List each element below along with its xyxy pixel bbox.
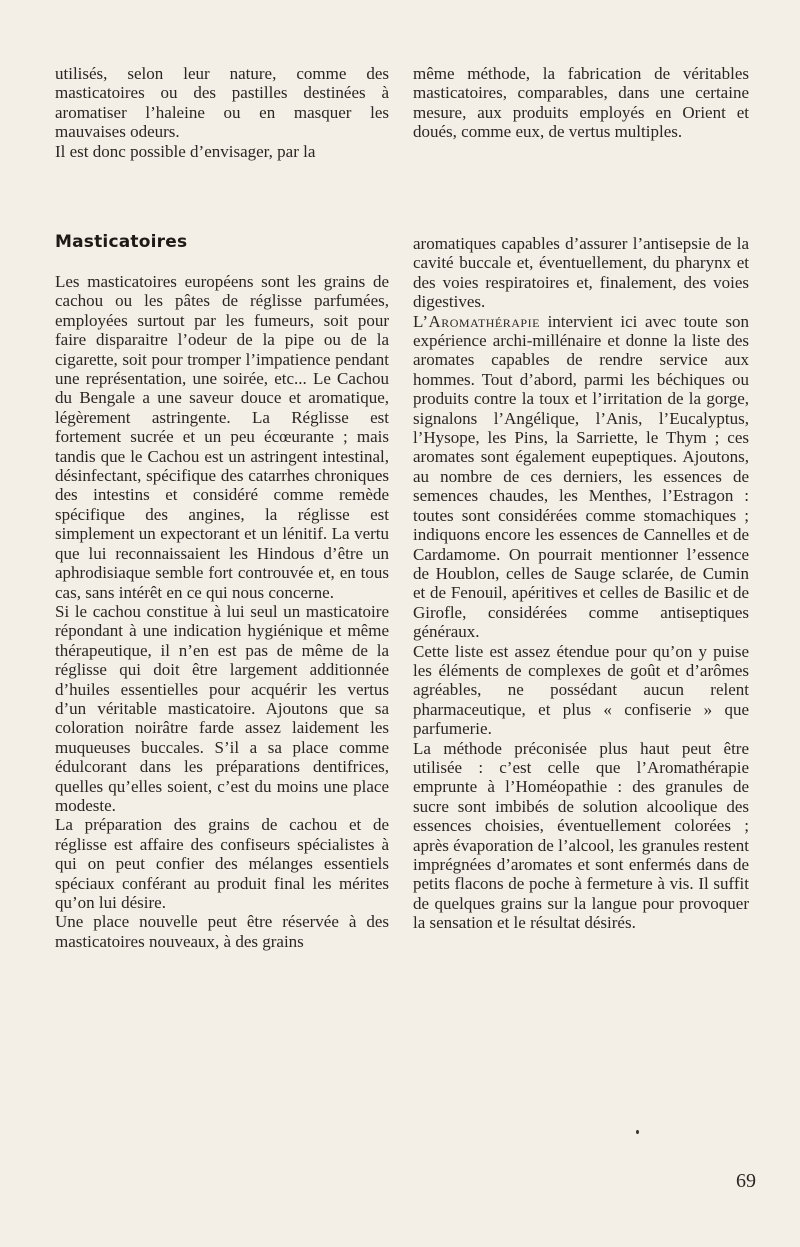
paragraph: Si le cachou constitue à lui seul un masticatoire répondant à une indication hygiénique et même thérapeutique, il n’en est pas de même de la réglisse qui doit être largement additionnée d’huiles essentielles pour acquérir les vertus d’un véritable masticatoire. Ajoutons que sa coloration noirâtre farde assez laidement les muqueuses buccales. S’il a sa place comme édulcorant dans les préparations dentifrices, quelles qu’elles soient, c’est du moins une place modeste. <box>55 601 389 815</box>
paragraph: même méthode, la fabrication de véritables masticatoires, comparables, dans une certaine mesure, aux produits employés en Orient et doués, comme eux, de vertus multiples. <box>413 64 749 142</box>
ink-speck <box>636 1130 639 1134</box>
top-right-column <box>413 64 749 142</box>
smallcaps-term: L’Aromathérapie <box>413 311 540 331</box>
paragraph: Il est donc possible d’envisager, par la <box>55 141 316 161</box>
left-body-column <box>55 272 389 951</box>
paragraph: Les masticatoires européens sont les grains de cachou ou les pâtes de réglisse parfumées, employées surtout par les fumeurs, soit pour faire disparaitre l’odeur de la pipe ou de la cigarette, soit pour tromper l’impatience pendant une représentation, une soirée, etc... Le Cachou du Bengale a une saveur douce et aromatique, légèrement astringente. La Réglisse est fortement sucrée et un peu écœurante ; mais tandis que le Cachou est un astringent intestinal, désinfectant, spécifique des catarrhes chroniques des intestins et considéré comme remède spécifique des angines, la réglisse est simplement un expectorant et un lénitif. La vertu que lui reconnaissaient les Hindous d’être un aphrodisiaque semble fort controuvée et, en tous cas, sans intérêt en ce qui nous concerne. <box>55 272 389 602</box>
paragraph-text: intervient ici avec toute son expérience archi-millénaire et donne la liste des aromates capables de rendre service aux hommes. Tout d’abord, parmi les béchiques ou produits contre la toux et l’irritation de la gorge, signalons l’Angélique, l’Anis, l’Eucalyptus, l’Hysope, les Pins, la Sarriette, le Thym ; ces aromates sont également eupeptiques. Ajoutons, au nombre de ces derniers, les essences de semences chaudes, les Menthes, l’Estragon : toutes sont considérées comme stomachiques ; indiquons encore les essences de Cannelles et de Cardamome. On pourrait mentionner l’essence de Houblon, celles de Sauge sclarée, de Cumin et de Fenouil, apéritives et celles de Basilic et de Girofle, considérées comme antiseptiques généraux. <box>413 311 749 642</box>
section-heading: Masticatoires <box>55 232 188 252</box>
paragraph: utilisés, selon leur nature, comme des masticatoires ou des pastilles destinées à aromatiser l’haleine ou en masquer les mauvaises odeurs. <box>55 64 389 142</box>
paragraph: La méthode préconisée plus haut peut être utilisée : c’est celle que l’Aromathérapie emprunte à l’Homéopathie : des granules de sucre sont imbibés de solution alcoolique des essences choisies, éventuellement colorées ; après évaporation de l’alcool, les granules restent imprégnées d’aromates et sont enfermés dans de petits flacons de poche à fermeture à vis. Il suffit de quelques grains sur la langue pour provoquer la sensation et le résultat désirés. <box>413 738 749 933</box>
paragraph: Cette liste est assez étendue pour qu’on y puise les éléments de complexes de goût et d’arômes agréables, ne possédant aucun relent pharmaceutique, et plus « confiserie » que parfumerie. <box>413 641 749 739</box>
paragraph: La préparation des grains de cachou et de réglisse est affaire des confiseurs spécialistes à qui on peut confier des mélanges essentiels spéciaux conférant au produit final les mérites qu’on lui désire. <box>55 815 389 912</box>
paragraph: aromatiques capables d’assurer l’antisepsie de la cavité buccale et, éventuellement, du pharynx et des voies respiratoires et, finalement, des voies digestives. <box>413 234 749 312</box>
paragraph: Une place nouvelle peut être réservée à des masticatoires nouveaux, à des grains <box>55 912 389 951</box>
top-left-column <box>55 64 389 161</box>
right-body-column <box>413 234 749 933</box>
paragraph <box>413 312 749 642</box>
page-number: 69 <box>736 1170 756 1192</box>
